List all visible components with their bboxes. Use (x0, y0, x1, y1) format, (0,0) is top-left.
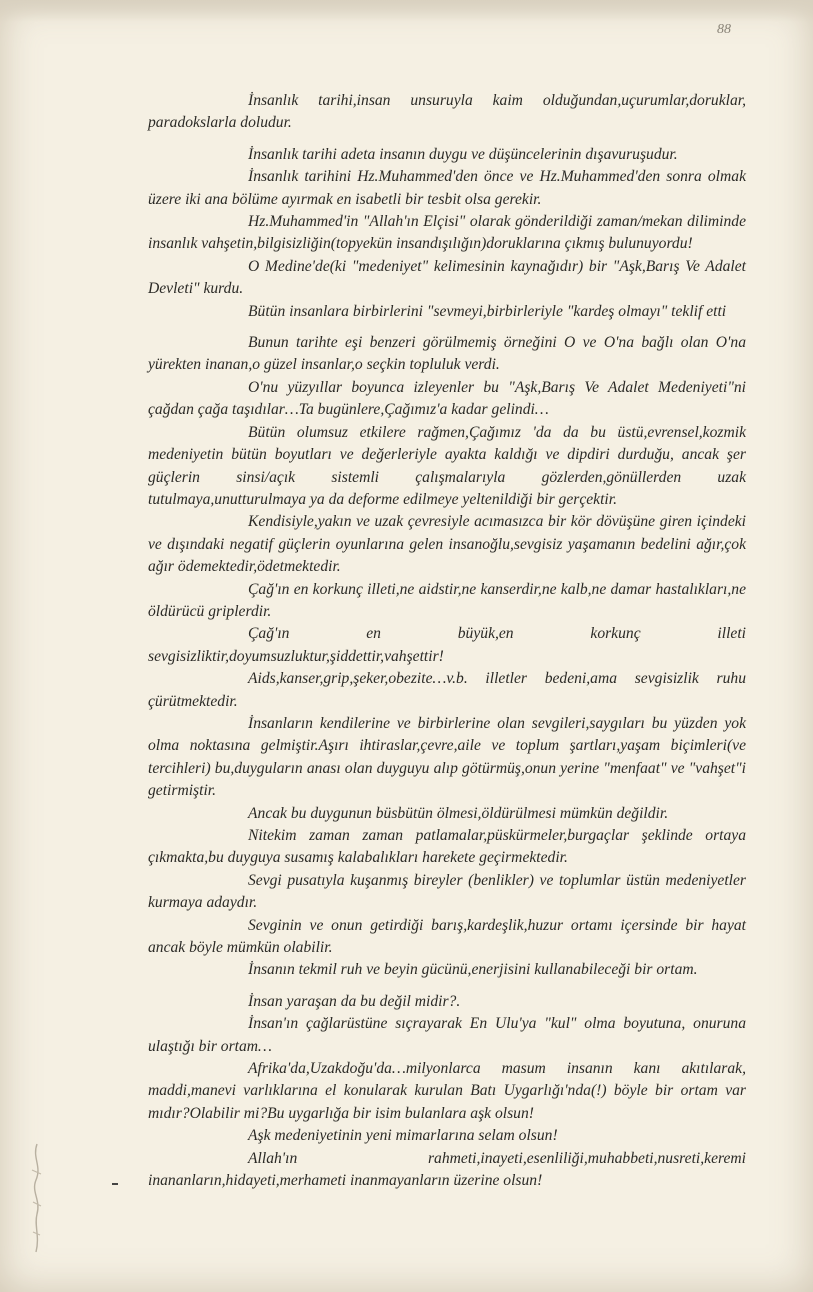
paragraph-3: İnsanlık tarihini Hz.Muhammed'den önce ve Hz.Muhammed'den sonra olmak üzere iki ana bölüme ayırmak en isabetli bir tesbit olsa gerekir. (148, 168, 746, 208)
paragraph-22: Afrika'da,Uzakdoğu'da…milyonlarca masum insanın kanı akıtılarak, maddi,manevi varlıklarına el konularak kurulan Batı Uygarlığı'nda(!) böyle bir ortam var mıdır?Olabilir mi?Bu uygarlığa bir isim bulanlara aşk olsun! (148, 1060, 746, 1122)
paragraph-18: Sevginin ve onun getirdiği barış,kardeşlik,huzur ortamı içersinde bir hayat ancak böyle mümkün olabilir. (148, 916, 746, 957)
paragraph-13: Aids,kanser,grip,şeker,obezite…v.b. illetler bedeni,ama sevgisizlik ruhu çürütmektedir. (148, 670, 746, 710)
paragraph-17: Sevgi pusatıyla kuşanmış bireyler (benlikler) ve toplumlar üstün medeniyetler kurmaya adaydır. (148, 871, 746, 912)
paragraph-8: O'nu yüzyıllar boyunca izleyenler bu "Aşk,Barış Ve Adalet Medeniyeti"ni çağdan çağa taşıdılar…Ta bugünlere,Çağımız'a kadar gelindi… (148, 378, 746, 419)
paragraph-12: Çağ'ın en büyük,en korkunç illeti sevgisizliktir,doyumsuzluktur,şiddettir,vahşettir! (148, 625, 746, 665)
paragraph-19: İnsanın tekmil ruh ve beyin gücünü,enerjisini kullanabileceği bir ortam. (248, 961, 698, 979)
paragraph-15: Ancak bu duygunun büsbütün ölmesi,öldürülmesi mümkün değildir. (248, 804, 669, 822)
body-text (148, 90, 746, 1193)
paragraph-4: Hz.Muhammed'in "Allah'ın Elçisi" olarak gönderildiği zaman/mekan diliminde insanlık vahşetin,bilgisizliğin(topyekün insandışılığın)doruklarına çıkmış bulunuyordu! (148, 213, 746, 253)
paragraph-21: İnsan'ın çağlarüstüne sıçrayarak En Ulu'ya "kul" olma boyutuna, onuruna ulaştığı bir ortam… (148, 1015, 746, 1055)
page-number: 88 (717, 22, 731, 37)
paragraph-5: O Medine'de(ki "medeniyet" kelimesinin kaynağıdır) bir "Aşk,Barış Ve Adalet Devleti" kurdu. (148, 257, 746, 298)
page-top-edge (0, 0, 813, 22)
paragraph-7: Bunun tarihte eşi benzeri görülmemiş örneğini O ve O'na bağlı olan O'na yürekten inanan,o güzel insanlar,o seçkin topluluk verdi. (148, 334, 746, 374)
paragraph-24: Allah'ın rahmeti,inayeti,esenliliği,muhabbeti,nusreti,keremi inananların,hidayeti,merhameti inanmayanların üzerine olsun! (148, 1149, 746, 1190)
paragraph-6: Bütün insanlara birbirlerini "sevmeyi,birbirleriyle "kardeş olmayı" teklif etti (248, 302, 727, 320)
paragraph-20: İnsan yaraşan da bu değil midir?. (248, 992, 461, 1010)
paragraph-11: Çağ'ın en korkunç illeti,ne aidstir,ne kanserdir,ne kalb,ne damar hastalıkları,ne öldürücü griplerdir. (148, 580, 746, 620)
margin-handwriting-mark (28, 1140, 46, 1260)
paragraph-23: Aşk medeniyetinin yeni mimarlarına selam olsun! (248, 1127, 558, 1145)
margin-dash-mark (112, 1183, 118, 1185)
paragraph-16: Nitekim zaman zaman patlamalar,püskürmeler,burgaçlar şeklinde ortaya çıkmakta,bu duyguya susamış kalabalıkları harekete geçirmektedir. (148, 827, 746, 867)
paragraph-10: Kendisiyle,yakın ve uzak çevresiyle acımasızca bir kör dövüşüne giren içindeki ve dışındaki negatif güçlerin oyunlarına gelen insanoğlu,sevgisiz yaşamanın bedelini ağır,çok ağır ödemektedir,ödetmektedir. (148, 513, 746, 576)
paragraph-2: İnsanlık tarihi adeta insanın duygu ve düşüncelerinin dışavuruşudur. (248, 145, 678, 163)
paragraph-14: İnsanların kendilerine ve birbirlerine olan sevgileri,saygıları bu yüzden yok olma noktasına gelmiştir.Aşırı ihtiraslar,çevre,aile ve toplum şartları,yaşam biçimleri(ve tercihleri) bu,duyguların anası olan duyguyu alıp götürmüş,onun yerine "menfaat" ve "vahşet"i getirmiştir. (148, 714, 746, 800)
paragraph-9: Bütün olumsuz etkilere rağmen,Çağımız 'da da bu üstü,evrensel,kozmik medeniyetin bütün boyutları ve değerleriyle ayakta kaldığı ve dipdiri durduğu, ancak şer güçlerin sinsi/açık sistemli çalışmalarıyla gözlerden,gönüllerden uzak tutulmaya,unutturulmaya ya da deforme edilmeye yeltenildiği bir gerçektir. (148, 423, 746, 508)
paragraph-1: İnsanlık tarihi,insan unsuruyla kaim olduğundan,uçurumlar,doruklar, paradokslarla doludur. (148, 92, 746, 132)
